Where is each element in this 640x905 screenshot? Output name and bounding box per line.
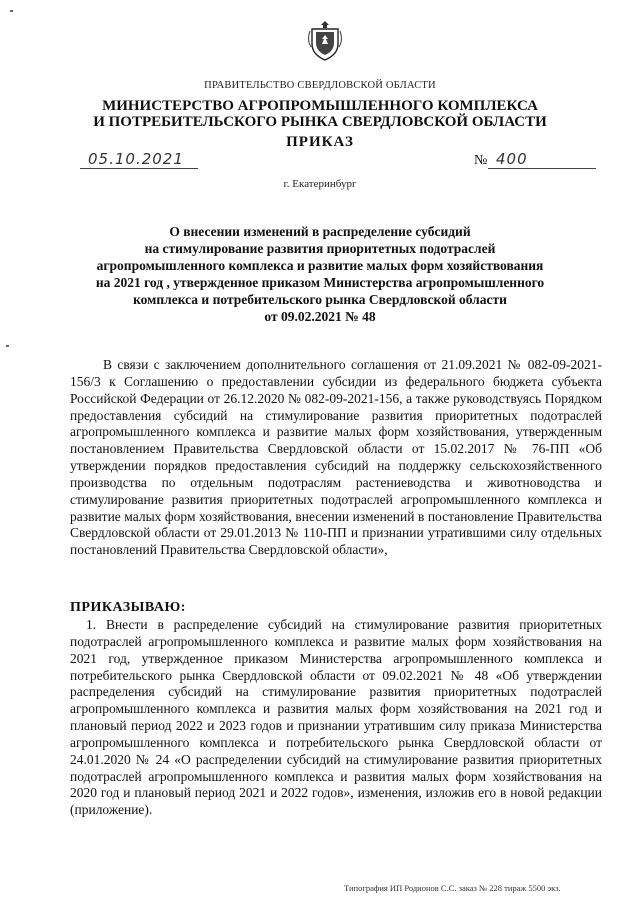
government-name: ПРАВИТЕЛЬСТВО СВЕРДЛОВСКОЙ ОБЛАСТИ bbox=[204, 80, 436, 91]
order-subject bbox=[0, 223, 640, 325]
subject-line5: комплекса и потребительского рынка Свердловской области bbox=[133, 292, 507, 307]
city: г. Екатеринбург bbox=[283, 178, 357, 190]
number-underline bbox=[488, 168, 596, 169]
date-underline bbox=[80, 168, 198, 169]
number-label: № bbox=[474, 153, 488, 168]
document-type: ПРИКАЗ bbox=[286, 134, 354, 150]
preamble-paragraph: В связи с заключением дополнительного соглашения от 21.09.2021 № 082-09-2021-156/3 к Соглашению о предоставлении субсидии из федерального бюджета субъекта Российской Федерации от 26.12.2020 № 082-09-2021-156, а также руководствуясь Порядком предоставления субсидий на стимулирование развития приоритетных подотраслей агропромышленного комплекса и развитие малых форм хозяйствования, утвержденным постановлением Правительства Свердловской области от 15.02.2017 № 76-ПП «Об утверждении порядков предоставления субсидий на поддержку сельскохозяйственного производства по отдельным подотраслям растениеводства и животноводства и стимулирование развития приоритетных подотраслей агропромышленного комплекса и развитие малых форм хозяйствования, внесении изменений в постановление Правительства Свердловской области от 29.01.2013 № 110-ПП и признании утратившими силу отдельных постановлений Правительства Свердловской области», bbox=[70, 357, 602, 558]
subject-line4: на 2021 год , утвержденное приказом Министерства агропромышленного bbox=[95, 275, 545, 290]
subject-line2: на стимулирование развития приоритетных подотраслей bbox=[144, 241, 496, 256]
ministry-name bbox=[0, 98, 640, 130]
order-number: 400 bbox=[496, 150, 528, 168]
orders-heading: ПРИКАЗЫВАЮ: bbox=[70, 600, 186, 615]
coat-of-arms-emblem bbox=[306, 18, 344, 62]
subject-line6: от 09.02.2021 № 48 bbox=[264, 309, 376, 324]
subject-line3: агропромышленного комплекса и развитие малых форм хозяйствования bbox=[96, 258, 544, 273]
order-date: 05.10.2021 bbox=[88, 150, 184, 168]
clause-1-paragraph: 1. Внести в распределение субсидий на стимулирование развития приоритетных подотраслей агропромышленного комплекса и развитие малых форм хозяйствования на 2021 год, утвержденное приказом Министерства агропромышленного комплекса и потребительского рынка Свердловской области от 09.02.2021 № 48 «Об утверждении распределения субсидий на стимулирование развития приоритетных подотраслей агропромышленного комплекса и развития малых форм хозяйствования на 2021 год и плановый период 2022 и 2023 годов и признании утратившим силу приказа Министерства агропромышленного комплекса и потребительского рынка Свердловской области от 24.01.2020 № 24 «О распределении субсидий на стимулирование развития приоритетных подотраслей агропромышленного комплекса и развития малых форм хозяйствования на 2020 год и плановый период 2021 и 2022 годов», изменения, изложив его в новой редакции (приложение). bbox=[70, 617, 602, 818]
ministry-name-line2: И ПОТРЕБИТЕЛЬСКОГО РЫНКА СВЕРДЛОВСКОЙ ОБЛАСТИ bbox=[93, 114, 547, 130]
print-info-footer: Типография ИП Родионов С.С. заказ № 228 тираж 5500 экз. bbox=[344, 883, 561, 893]
scan-mark bbox=[10, 10, 13, 12]
ministry-name-line1: МИНИСТЕРСТВО АГРОПРОМЫШЛЕННОГО КОМПЛЕКСА bbox=[102, 98, 538, 114]
scan-mark bbox=[6, 345, 9, 347]
subject-line1: О внесении изменений в распределение субсидий bbox=[169, 224, 471, 239]
